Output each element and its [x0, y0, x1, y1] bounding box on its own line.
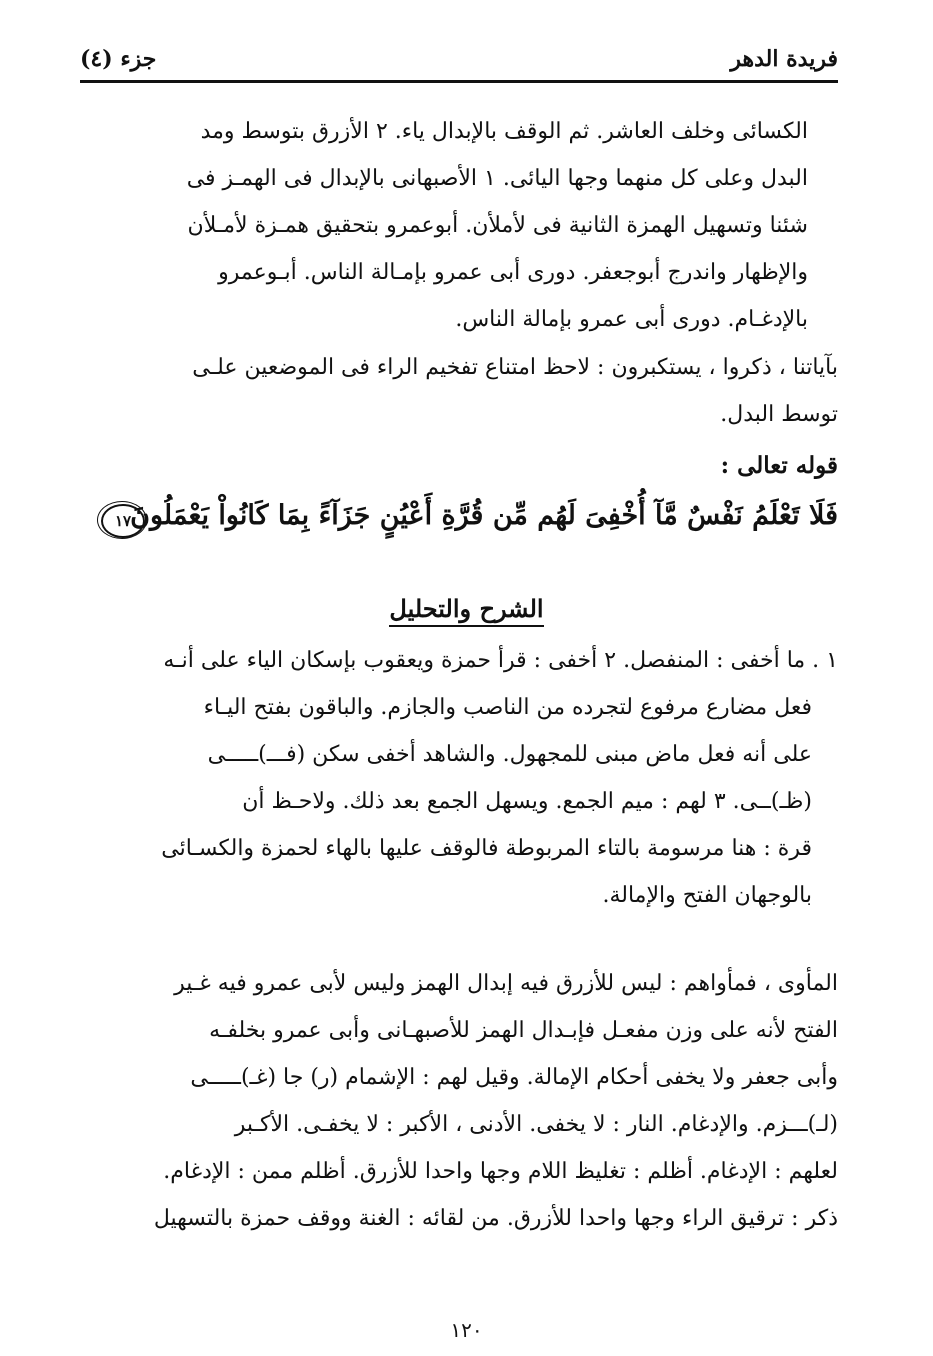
text-line: بآياتنا ، ذكروا ، يستكبرون : لاحظ امتناع تفخيم الراء فى الموضعين علـى [192, 355, 838, 380]
explanation-block [93, 637, 838, 919]
text-line: المأوى ، فمأواهم : ليس للأزرق فيه إبدال الهمز وليس لأبى عمرو فيه غـير [174, 971, 838, 996]
text-line: (ظـ)ــى. ٣ لهم : ميم الجمع. ويسهل الجمع بعد ذلك. ولاحـظ أن [242, 789, 812, 814]
ayah-number-marker: ١٧ [101, 504, 145, 538]
text-line: البدل وعلى كل منهما وجها اليائى. ١ الأصبهانى بالإبدال فى الهمـز فى [186, 166, 808, 191]
page-header [80, 38, 838, 78]
book-title: فريدة الدهر [730, 46, 838, 72]
qawluhu-heading: قوله تعالى : [720, 452, 838, 479]
text-line: ذكر : ترقيق الراء وجها واحدا للأزرق. من لقائه : الغنة ووقف حمزة بالتسهيل [153, 1206, 838, 1231]
text-line: بالوجهان الفتح والإمالة. [602, 883, 812, 908]
text-line: ١ . ما أخفى : المنفصل. ٢ أخفى : قرأ حمزة ويعقوب بإسكان الياء على أنـه [163, 648, 838, 673]
page-number: ١٢٠ [450, 1318, 483, 1342]
text-line: بالإدغـام. دورى أبى عمرو بإمالة الناس. [455, 307, 808, 332]
notes-block [93, 960, 838, 1242]
text-line: الفتح لأنه على وزن مفعـل فإبـدال الهمز للأصبهـانى وأبى عمرو بخلفـه [209, 1018, 838, 1043]
part-label: جزء (٤) [80, 46, 157, 72]
quran-verse [93, 496, 838, 552]
paragraph-2 [93, 344, 838, 438]
text-line: (لـ)ـــزم. والإدغام. النار : لا يخفى. الأدنى ، الأكبر : لا يخفـى. الأكـبر [234, 1112, 838, 1137]
text-line: فعل مضارع مرفوع لتجرده من الناصب والجازم. والباقون بفتح اليـاء [203, 695, 812, 720]
section-title [0, 594, 933, 623]
text-line: شئنا وتسهيل الهمزة الثانية فى لأملأن. أبوعمرو بتحقيق همـزة لأمـلأن [187, 213, 808, 238]
header-divider [80, 80, 838, 83]
paragraph-1 [63, 108, 838, 343]
text-line: على أنه فعل ماض مبنى للمجهول. والشاهد أخفى سكن (فـــ)ـــــى [207, 742, 812, 767]
text-line: لعلهم : الإدغام. أظلم : تغليظ اللام وجها واحدا للأزرق. أظلم ممن : الإدغام. [163, 1159, 838, 1184]
text-line: توسط البدل. [720, 402, 838, 427]
text-line: الكسائى وخلف العاشر. ثم الوقف بالإبدال ياء. ٢ الأزرق بتوسط ومد [200, 119, 808, 144]
text-line: والإظهار واندرج أبوجعفر. دورى أبى عمرو بإمـالة الناس. أبـوعمرو [218, 260, 808, 285]
verse-text: فَلَا تَعْلَمُ نَفْسٌ مَّآ أُخْفِىَ لَهُم مِّن قُرَّةِ أَعْيُنٍ جَزَآءً بِمَا كَانُواْ يَعْمَلُونَ [130, 500, 838, 531]
text-line: قرة : هنا مرسومة بالتاء المربوطة فالوقف عليها بالهاء لحمزة والكسـائى [161, 836, 812, 861]
text-line: وأبى جعفر ولا يخفى أحكام الإمالة. وقيل لهم : الإشمام (ر) جا (غـ)ـــــى [190, 1065, 838, 1090]
section-title-text: الشرح والتحليل [389, 594, 543, 627]
